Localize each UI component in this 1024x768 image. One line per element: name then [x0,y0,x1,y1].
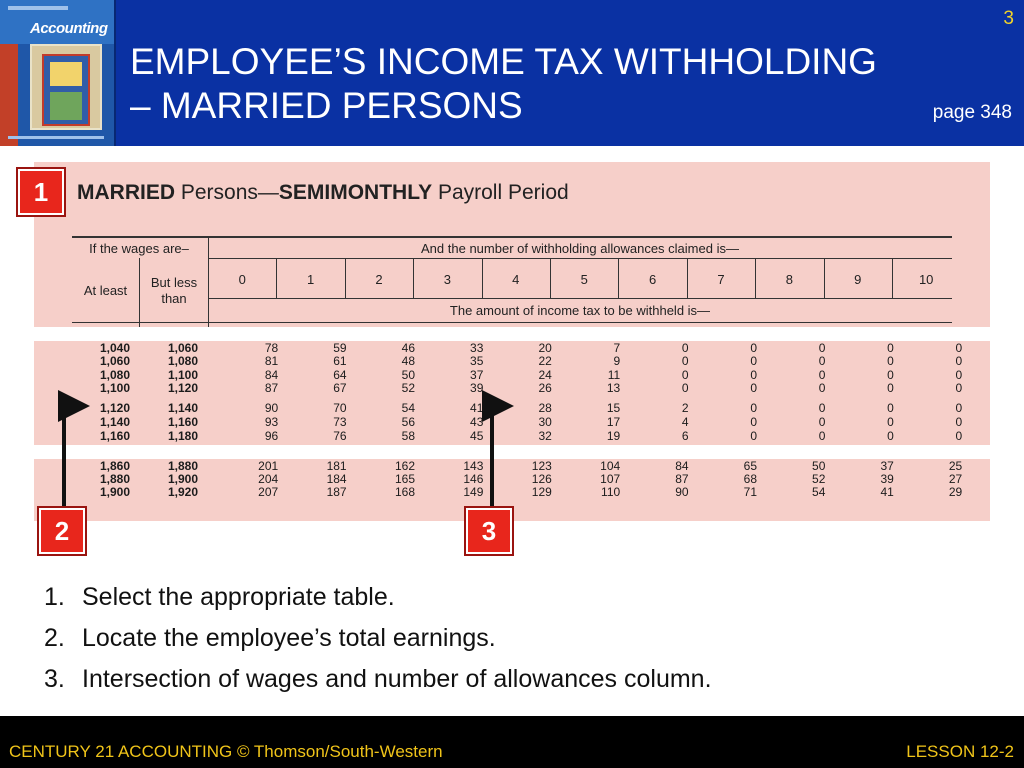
but-less-line2: than [161,291,187,306]
withholding-cell: 207 [258,485,279,499]
withholding-cell: 25 [948,459,963,473]
withholding-cell: 0 [955,381,963,395]
withholding-cell: 0 [750,401,757,415]
withholding-cell: 93 [264,415,279,429]
withholding-cell: 32 [538,429,552,443]
slide-footer [0,716,1024,768]
withholding-cell: 27 [948,472,963,486]
withholding-cell: 11 [607,368,621,382]
table-rule-mid [208,258,952,259]
column-divider [413,258,414,298]
wage-less-than-cell: 1,880 [167,459,198,473]
withholding-cell: 22 [538,354,552,368]
page-reference: page 348 [932,102,1012,123]
withholding-cell: 61 [333,354,347,368]
withholding-cell: 123 [531,459,552,473]
withholding-cell: 0 [750,381,757,395]
withholding-cell: 0 [681,354,689,368]
column-divider [618,258,619,298]
table-row [34,485,990,499]
withholding-cell: 39 [470,381,484,395]
withholding-cell: 201 [258,459,279,473]
but-less-than-label [140,275,208,307]
withholding-cell: 84 [675,459,689,473]
withholding-cell: 67 [333,381,347,395]
column-divider [824,258,825,298]
withholding-cell: 165 [394,472,415,486]
withholding-cell: 64 [333,368,347,382]
withheld-header: The amount of income tax to be withheld is— [449,303,711,318]
step-item-3 [44,664,712,705]
withholding-cell: 0 [750,415,757,429]
allowance-column-10: 10 [918,272,934,287]
wage-less-than-cell: 1,180 [167,429,198,443]
withholding-cell: 0 [955,354,963,368]
footer-course-title: CENTURY 21 ACCOUNTING © Thomson/South-Western [9,742,443,761]
slide-title [130,40,950,128]
withholding-cell: 76 [333,429,347,443]
wage-less-than-cell: 1,920 [167,485,198,499]
tax-table-header-panel [34,162,990,327]
withholding-cell: 56 [401,415,415,429]
step-item-2 [44,623,712,664]
table-rule-top [72,236,952,238]
wages-header: If the wages are– [89,241,189,256]
table-rule-colhead [208,298,952,299]
withholding-cell: 0 [955,368,963,382]
wage-at-least-cell: 1,160 [99,429,130,443]
table-row [34,459,990,473]
callout-badge-3: 3 [466,508,512,554]
withholding-cell: 162 [394,459,415,473]
withholding-cell: 204 [258,472,279,486]
wage-at-least-cell: 1,120 [99,401,130,415]
table-rule-bottom [72,322,952,323]
cover-series-bar [8,6,68,10]
withholding-cell: 0 [887,381,894,395]
title-persons: Persons— [175,181,279,204]
withholding-cell: 0 [887,415,894,429]
textbook-cover-image [0,0,116,146]
withholding-cell: 59 [333,341,347,355]
table-row [34,415,990,429]
withholding-cell: 0 [887,429,894,443]
withholding-cell: 110 [601,485,621,499]
withholding-cell: 0 [818,401,826,415]
withholding-cell: 7 [613,341,621,355]
step-item-1 [44,582,712,623]
withholding-cell: 0 [887,341,894,355]
wage-less-than-cell: 1,080 [167,354,198,368]
withholding-cell: 187 [326,485,347,499]
withholding-cell: 0 [818,381,826,395]
withholding-cell: 0 [818,429,826,443]
withholding-cell: 39 [880,472,894,486]
footer-lesson-number: LESSON 12-2 [906,742,1014,761]
withholding-cell: 6 [681,429,689,443]
allowance-column-5: 5 [580,272,588,287]
withholding-cell: 0 [818,368,826,382]
withholding-cell: 68 [743,472,757,486]
withholding-cell: 70 [333,401,347,415]
allowance-column-8: 8 [785,272,793,287]
withholding-cell: 90 [264,401,279,415]
tax-table-title [77,181,569,205]
withholding-cell: 28 [538,401,552,415]
withholding-cell: 84 [264,368,279,382]
withholding-cell: 52 [401,381,415,395]
withholding-cell: 33 [470,341,484,355]
withholding-cell: 41 [470,401,484,415]
allowance-column-3: 3 [443,272,451,287]
allowance-column-4: 4 [512,272,520,287]
table-row [34,368,990,382]
withholding-cell: 19 [606,429,621,443]
withholding-cell: 73 [333,415,347,429]
withholding-cell: 143 [463,459,484,473]
title-semimonthly: SEMIMONTHLY [278,181,433,204]
withholding-cell: 0 [750,354,757,368]
wage-at-least-cell: 1,040 [99,341,130,355]
but-less-line1: But less [150,275,198,290]
step-text: Intersection of wages and number of allowances column. [82,665,712,693]
wage-at-least-cell: 1,100 [99,381,130,395]
table-row [34,472,990,486]
allowance-column-9: 9 [854,272,862,287]
cover-door-art [42,54,90,126]
callout-badge-2: 2 [39,508,85,554]
cover-artwork [30,44,102,130]
withholding-cell: 168 [394,485,415,499]
withholding-cell: 30 [538,415,552,429]
withholding-cell: 0 [955,341,963,355]
withholding-cell: 0 [750,368,757,382]
withholding-cell: 0 [750,341,757,355]
callout-badge-1: 1 [18,169,64,215]
withholding-cell: 0 [955,429,963,443]
withholding-cell: 24 [538,368,552,382]
withholding-cell: 4 [681,415,689,429]
withholding-cell: 0 [955,415,963,429]
withholding-cell: 0 [681,368,689,382]
withholding-cell: 35 [470,354,484,368]
withholding-cell: 0 [681,381,689,395]
step-text: Select the appropriate table. [82,583,395,611]
withholding-cell: 104 [600,459,621,473]
withholding-cell: 87 [675,472,689,486]
withholding-cell: 184 [326,472,347,486]
tax-table-rows-group1 [34,341,990,445]
allowances-header: And the number of withholding allowances claimed is— [421,241,739,256]
slide-title-line2: – MARRIED PERSONS [130,85,523,126]
withholding-cell: 50 [812,459,826,473]
wage-less-than-cell: 1,900 [167,472,198,486]
withholding-cell: 107 [600,472,621,486]
column-divider [892,258,893,298]
wage-at-least-cell: 1,060 [99,354,130,368]
steps-list [44,582,712,705]
withholding-cell: 9 [613,354,621,368]
step-number: 1. [44,583,65,611]
withholding-cell: 15 [606,401,621,415]
cover-author-bar [8,136,104,139]
withholding-cell: 146 [463,472,484,486]
withholding-cell: 26 [538,381,552,395]
withholding-cell: 0 [955,401,963,415]
wage-less-than-cell: 1,140 [167,401,198,415]
wage-less-than-cell: 1,100 [167,368,198,382]
wage-less-than-cell: 1,060 [167,341,198,355]
withholding-cell: 29 [948,485,963,499]
withholding-cell: 13 [606,381,621,395]
withholding-cell: 181 [326,459,347,473]
table-row [34,354,990,368]
wage-less-than-cell: 1,120 [167,381,198,395]
slide-header [0,0,1024,146]
withholding-cell: 90 [675,485,689,499]
withholding-cell: 17 [606,415,621,429]
allowance-column-6: 6 [648,272,657,287]
withholding-cell: 87 [264,381,279,395]
tax-table-rows-group2 [34,459,990,521]
step-number: 2. [44,624,65,652]
withholding-cell: 20 [538,341,552,355]
allowance-column-2: 2 [375,272,383,287]
title-married: MARRIED [77,181,175,204]
at-least-label: At least [83,283,128,298]
slide-number: 3 [1003,8,1014,29]
withholding-cell: 0 [887,401,894,415]
withholding-cell: 0 [818,341,826,355]
wage-at-least-cell: 1,140 [99,415,130,429]
table-row [34,341,990,355]
withholding-cell: 37 [470,368,484,382]
withholding-cell: 52 [812,472,826,486]
allowance-column-7: 7 [717,272,725,287]
wage-at-least-cell: 1,880 [99,472,130,486]
withholding-cell: 41 [880,485,894,499]
withholding-cell: 58 [401,429,415,443]
withholding-cell: 149 [463,485,484,499]
withholding-cell: 0 [681,341,689,355]
withholding-cell: 0 [887,368,894,382]
allowance-column-1: 1 [306,272,315,287]
withholding-cell: 37 [880,459,894,473]
withholding-cell: 43 [470,415,484,429]
column-divider [345,258,346,298]
withholding-cell: 71 [743,485,757,499]
withholding-cell: 46 [401,341,415,355]
column-divider [276,258,277,298]
withholding-cell: 0 [818,354,826,368]
title-payroll-period: Payroll Period [432,181,569,204]
slide-title-line1: EMPLOYEE’S INCOME TAX WITHHOLDING [130,41,877,82]
withholding-cell: 54 [401,401,415,415]
column-divider [687,258,688,298]
table-row [34,429,990,443]
withholding-cell: 0 [887,354,894,368]
withholding-cell: 65 [743,459,757,473]
cover-logo: Accounting [30,20,108,37]
withholding-cell: 48 [401,354,415,368]
column-divider [755,258,756,298]
wage-at-least-cell: 1,080 [99,368,130,382]
withholding-cell: 50 [401,368,415,382]
cover-stripe [0,44,18,146]
step-number: 3. [44,665,65,693]
withholding-cell: 126 [531,472,552,486]
withholding-cell: 45 [470,429,484,443]
withholding-cell: 2 [681,401,689,415]
allowance-column-0: 0 [238,272,246,287]
withholding-cell: 0 [818,415,826,429]
withholding-cell: 54 [812,485,826,499]
withholding-cell: 96 [264,429,279,443]
wage-less-than-cell: 1,160 [167,415,198,429]
table-row [34,381,990,395]
step-text: Locate the employee’s total earnings. [82,624,496,652]
withholding-cell: 81 [264,354,279,368]
wage-at-least-cell: 1,860 [99,459,130,473]
column-divider [482,258,483,298]
withholding-cell: 78 [264,341,279,355]
column-divider [550,258,551,298]
withholding-cell: 0 [750,429,757,443]
table-row [34,401,990,415]
withholding-cell: 129 [531,485,552,499]
wage-at-least-cell: 1,900 [99,485,130,499]
